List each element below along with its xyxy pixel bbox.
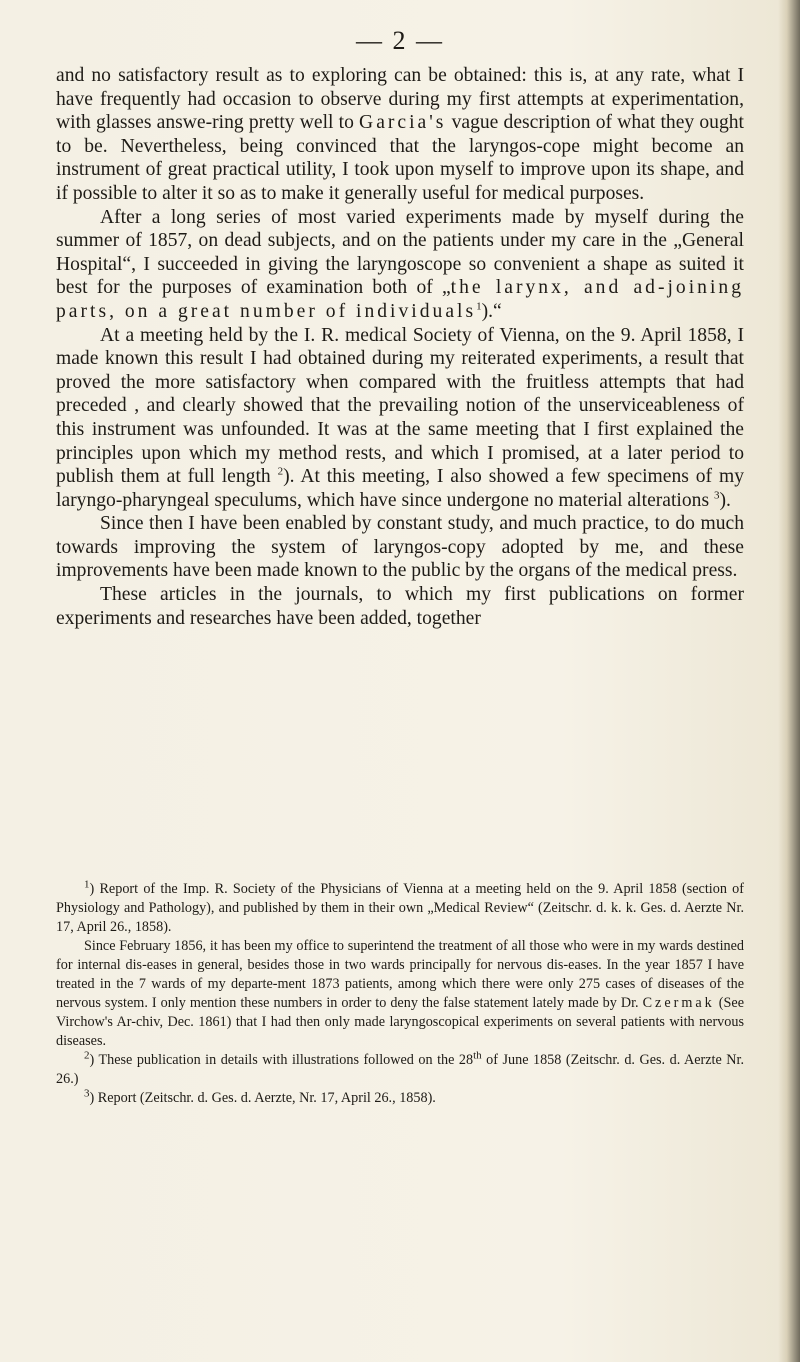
footnote-3-mark: 3 <box>84 1087 90 1100</box>
ordinal-suffix: th <box>473 1049 482 1062</box>
footnote-3-text: ) Report (Zeitschr. d. Ges. d. Aerzte, Nr. 17, April 26., 1858). <box>89 1090 436 1106</box>
footnote-1-continuation-text-b: (See Virchow's Ar-chiv, Dec. 1861) that I had then only made laryngoscopical experiments on several patients with nervous diseases. <box>56 995 744 1049</box>
page-gutter-shadow <box>778 0 800 1362</box>
paragraph-2-spaced-quote: the larynx, and ad-joining parts, on a great number of individuals <box>56 277 745 322</box>
footnote-ref-2: 2 <box>277 465 284 478</box>
footnote-1-mark: 1 <box>84 878 90 891</box>
page-number: — 2 — <box>356 26 444 55</box>
paragraph-1 <box>56 64 744 206</box>
footnote-2-text-b: of June 1858 (Zeitschr. d. Ges. d. Aerzte Nr. 26.) <box>56 1052 744 1087</box>
author-name-czermak: Czermak <box>642 995 715 1011</box>
footnote-2-mark: 2 <box>84 1049 90 1062</box>
paragraph-1-text-a: and no satisfactory result as to exploring can be obtained: this is, at any rate, what I have frequently had occasion to observe during my first attempts at experimentation, with glasses answe-ring pretty well to <box>56 65 744 134</box>
author-name-garcia: Garcia's <box>359 112 447 134</box>
paragraph-2-text-a: After a long series of most varied experiments made by myself during the summer of 1857, on dead subjects, and on the patients under my care in the „General Hospital“, I succeeded in giving the laryngoscope so convenient a shape as suited it best for the purposes of examination both of „ <box>56 206 744 299</box>
paragraph-2-text-b: ).“ <box>481 300 502 322</box>
paragraph-4: Since then I have been enabled by constant study, and much practice, to do much towards improving the system of laryngos-copy adopted by me, and these improvements have been made known to the public by the organs of the medical press. <box>56 513 744 582</box>
footnote-1-continuation-text-a: Since February 1856, it has been my office to superintend the treatment of all those who were in my wards destined for internal dis-eases in general, besides those in two wards principally for nervous dis-eases. In the year 1857 I have treated in the 7 wards of my departe-ment 1873 patients, among which there were only 275 cases of diseases of the nervous system. I only mention these numbers in order to deny the false statement lately made by Dr. <box>56 938 744 1011</box>
footnote-ref-1: 1 <box>476 300 482 313</box>
paragraph-2 <box>56 206 744 324</box>
footnote-1 <box>56 880 744 937</box>
paragraph-5: These articles in the journals, to which my first publications on former experiments and researches have been added, together <box>56 584 744 629</box>
footnote-ref-3: 3 <box>714 489 720 502</box>
footnote-1-text: ) Report of the Imp. R. Society of the Physicians of Vienna at a meeting held on the 9. April 1858 (section of Physiology and Pathology), and published by them in their own „Medical Review“ (Zeitschr. d. k. k. Ges. d. Aerzte Nr. 17, April 26., 1858). <box>56 881 744 935</box>
footnote-2-text-a: ) These publication in details with illustrations followed on the 28 <box>89 1052 474 1068</box>
paragraph-1-text-b: vague description of what they ought to be. Nevertheless, being convinced that the laryngos-cope might become an instrument of great practical utility, I took upon myself to improve upon its shape, and if possible to alter it so as to make it generally useful for medical purposes. <box>56 112 745 204</box>
main-text <box>56 64 744 630</box>
paragraph-3-text-b: ). At this meeting, I also showed a few specimens of my laryngo-pharyngeal speculums, which have since undergone no material alterations <box>56 466 744 511</box>
paragraph-3-text-a: At a meeting held by the I. R. medical Society of Vienna, on the 9. April 1858, I made known this result I had obtained during my reiterated experiments, a result that proved the more satisfactory when compared with the fruitless attempts that had preceded , and clearly showed that the prevailing notion of the unserviceableness of this instrument was unfounded. It was at the same meeting that I first explained the principles upon which my method rests, and which I promised, at a later period to publish them at full length <box>56 324 744 488</box>
paragraph-3-text-c: ). <box>719 489 731 511</box>
footnote-2 <box>56 1051 744 1089</box>
paragraph-3 <box>56 324 744 513</box>
footnote-3 <box>56 1089 744 1108</box>
footnote-1-continuation <box>56 937 744 1051</box>
footnotes <box>56 880 744 1108</box>
